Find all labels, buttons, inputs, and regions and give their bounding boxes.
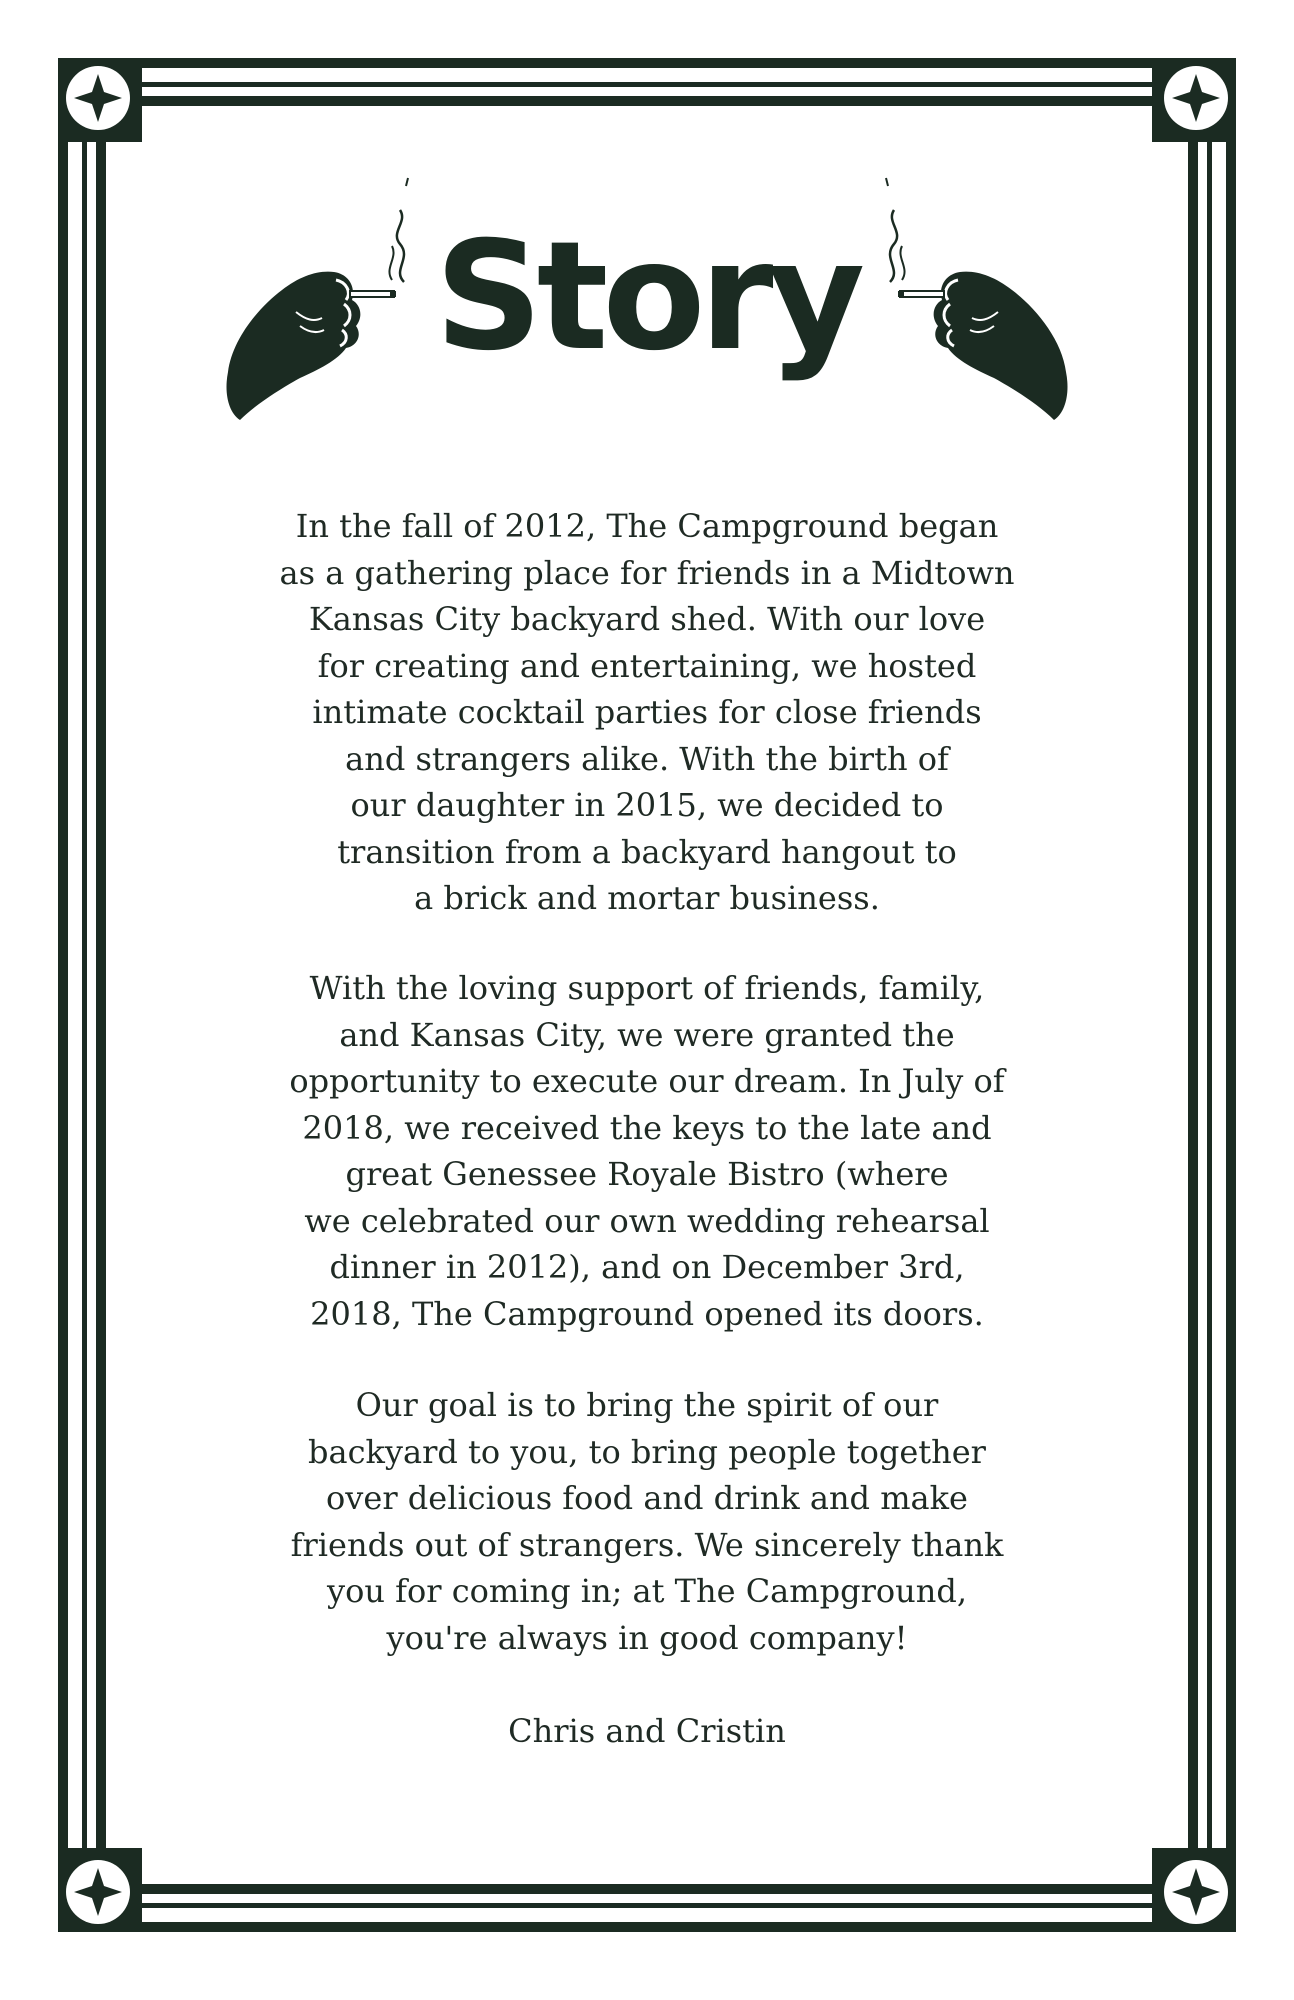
signature — [200, 1708, 1094, 1755]
text-line: 2018, we received the keys to the late and — [302, 1108, 992, 1147]
text-line: With the loving support of friends, family, — [309, 969, 985, 1007]
text-line: you're always in good company! — [386, 1618, 908, 1657]
story-paragraph-3 — [200, 1382, 1094, 1661]
corner-bottom-right — [1152, 1848, 1236, 1932]
corner-top-left — [58, 58, 142, 142]
text-line: great Genessee Royale Bistro (where — [345, 1155, 949, 1193]
text-line: friends out of strangers. We sincerely thank — [290, 1525, 1004, 1564]
text-line: and Kansas City, we were granted the — [339, 1015, 955, 1054]
text-line: intimate cocktail parties for close friends — [312, 693, 982, 731]
story-paragraph-2 — [200, 965, 1094, 1337]
text-line: over delicious food and drink and make — [326, 1479, 968, 1517]
story-paragraph-1 — [200, 503, 1094, 922]
text-line: our daughter in 2015, we decided to — [350, 786, 944, 824]
corner-bottom-left — [58, 1848, 142, 1932]
corner-top-right — [1152, 58, 1236, 142]
text-line: and strangers alike. With the birth of — [345, 739, 949, 778]
text-line: as a gathering place for friends in a Midtown — [279, 553, 1015, 592]
text-line: a brick and mortar business. — [414, 879, 880, 917]
text-line: transition from a backyard hangout to — [337, 832, 957, 871]
text-line: we celebrated our own wedding rehearsal — [304, 1201, 990, 1240]
text-line: backyard to you, to bring people together — [308, 1432, 986, 1471]
text-line: Our goal is to bring the spirit of our — [355, 1386, 939, 1424]
text-line: Kansas City backyard shed. With our love — [308, 600, 986, 638]
text-line: for creating and entertaining, we hosted — [317, 646, 977, 685]
text-line: dinner in 2012), and on December 3rd, — [329, 1248, 965, 1286]
signature-text: Chris and Cristin — [508, 1712, 786, 1750]
text-line: In the fall of 2012, The Campground began — [295, 507, 999, 545]
text-line: 2018, The Campground opened its doors. — [310, 1294, 984, 1333]
page-title: Story — [434, 210, 860, 384]
text-line: opportunity to execute our dream. In July of — [289, 1062, 1005, 1100]
text-line: you for coming in; at The Campground, — [326, 1572, 967, 1610]
